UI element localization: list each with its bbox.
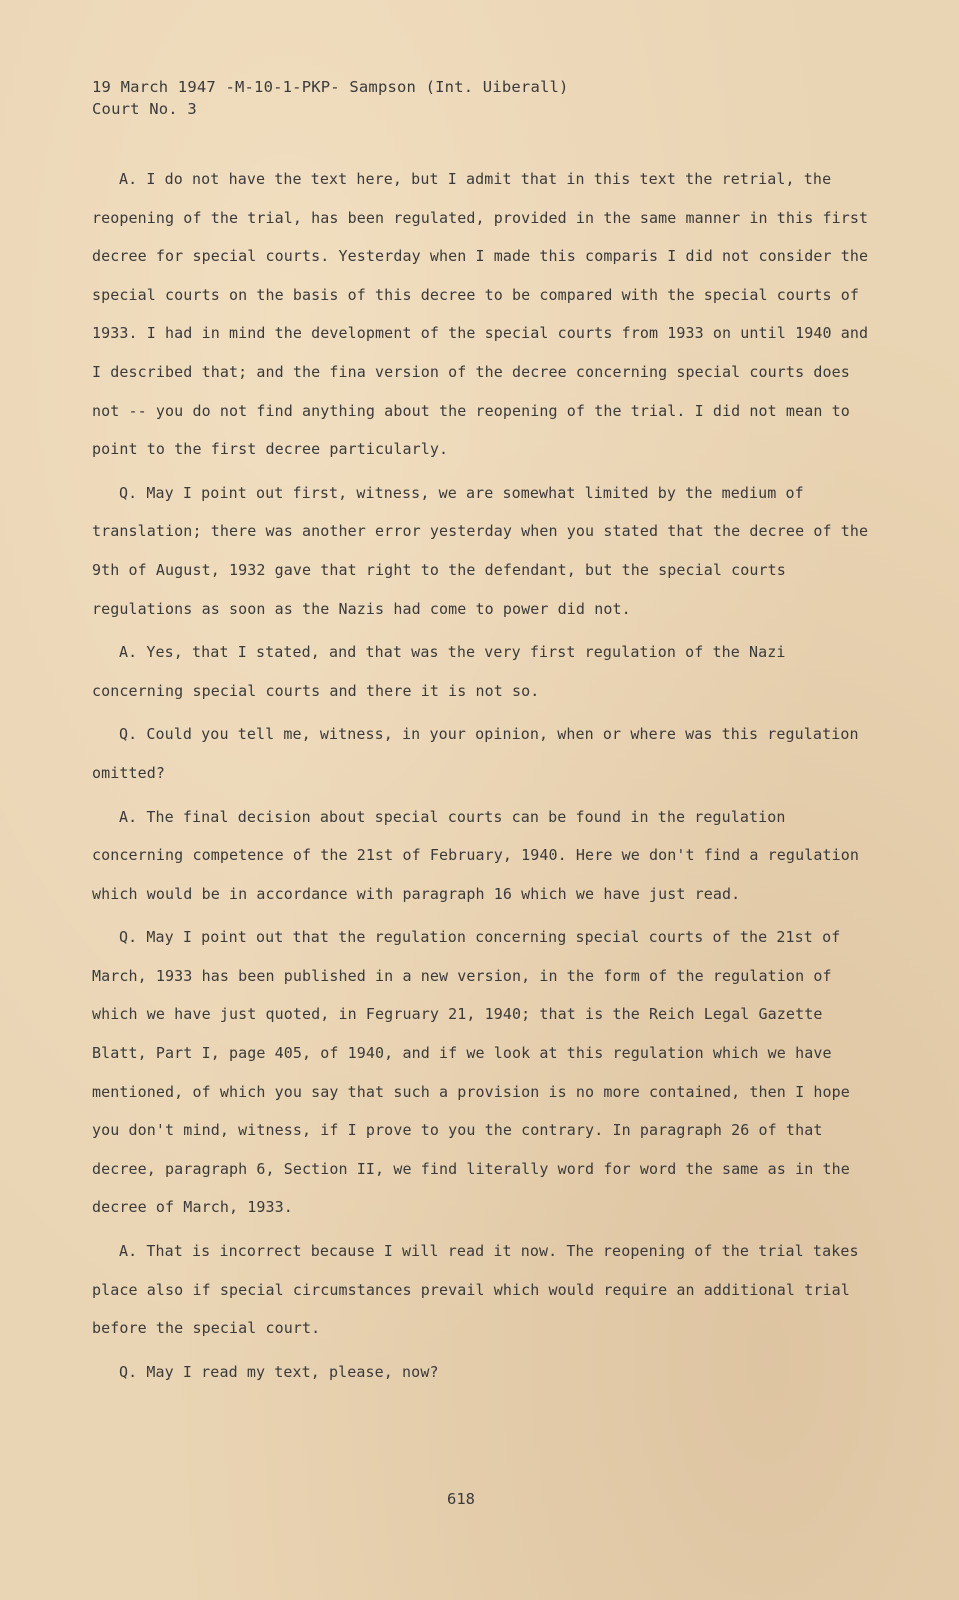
header-line-court: Court No. 3 [92, 100, 197, 118]
transcript-paragraph: Q. May I point out that the regulation concerning special courts of the 21st of March, 1933 has been published in a new version, in the form of the regulation of which we have just quoted, in Fegruary 21, 1940; that is the Reich Legal Gazette Blatt, Part I, page 405, of 1940, and if we look at this regulation which we have mentioned, of which you say that such a provision is no more contained, then I hope you don't mind, witness, if I prove to you the contrary. In paragraph 26 of that decree, paragraph 6, Section II, we find literally word for word the same as in the decree of March, 1933. [92, 928, 850, 1217]
transcript-paragraph: Q. May I point out first, witness, we are somewhat limited by the medium of translation; there was another error yesterday when you stated that the decree of the 9th of August, 1932 gave that right to the defendant, but the special courts regulations as soon as the Nazis had come to power did not. [92, 483, 869, 618]
transcript-paragraph: A. I do not have the text here, but I admit that in this text the retrial, the reopening of the trial, has been regulated, provided in the same manner in this first decree for special courts. Yesterday when I made this comparis I did not consider the special courts on the basis of this decree to be compared with the special courts of 1933. I had in mind the development of the special courts from 1933 on until 1940 and I described that; and the fina version of the decree concerning special courts does not -- you do not find anything about the reopening of the trial. I did not mean to point to the first decree particularly. [92, 170, 869, 459]
transcript-paragraph: Q. May I read my text, please, now? [119, 1362, 439, 1381]
transcript-paragraph: A. That is incorrect because I will read it now. The reopening of the trial takes place also if special circumstances prevail which would require an additional trial before the special court. [92, 1242, 859, 1338]
transcript-paragraph: Q. Could you tell me, witness, in your opinion, when or where was this regulation omitted? [92, 725, 859, 782]
transcript-paragraph: A. Yes, that I stated, and that was the very first regulation of the Nazi concerning special courts and there it is not so. [92, 643, 786, 700]
transcript-paragraph: A. The final decision about special courts can be found in the regulation concerning competence of the 21st of February, 1940. Here we don't find a regulation which would be in accordance with paragraph 16 which we have just read. [92, 807, 859, 903]
page-number: 618 [447, 1490, 475, 1508]
document-header [92, 76, 569, 120]
header-line-date-case: 19 March 1947 -M-10-1-PKP- Sampson (Int. Uiberall) [92, 78, 569, 96]
transcript-body [92, 160, 872, 1396]
